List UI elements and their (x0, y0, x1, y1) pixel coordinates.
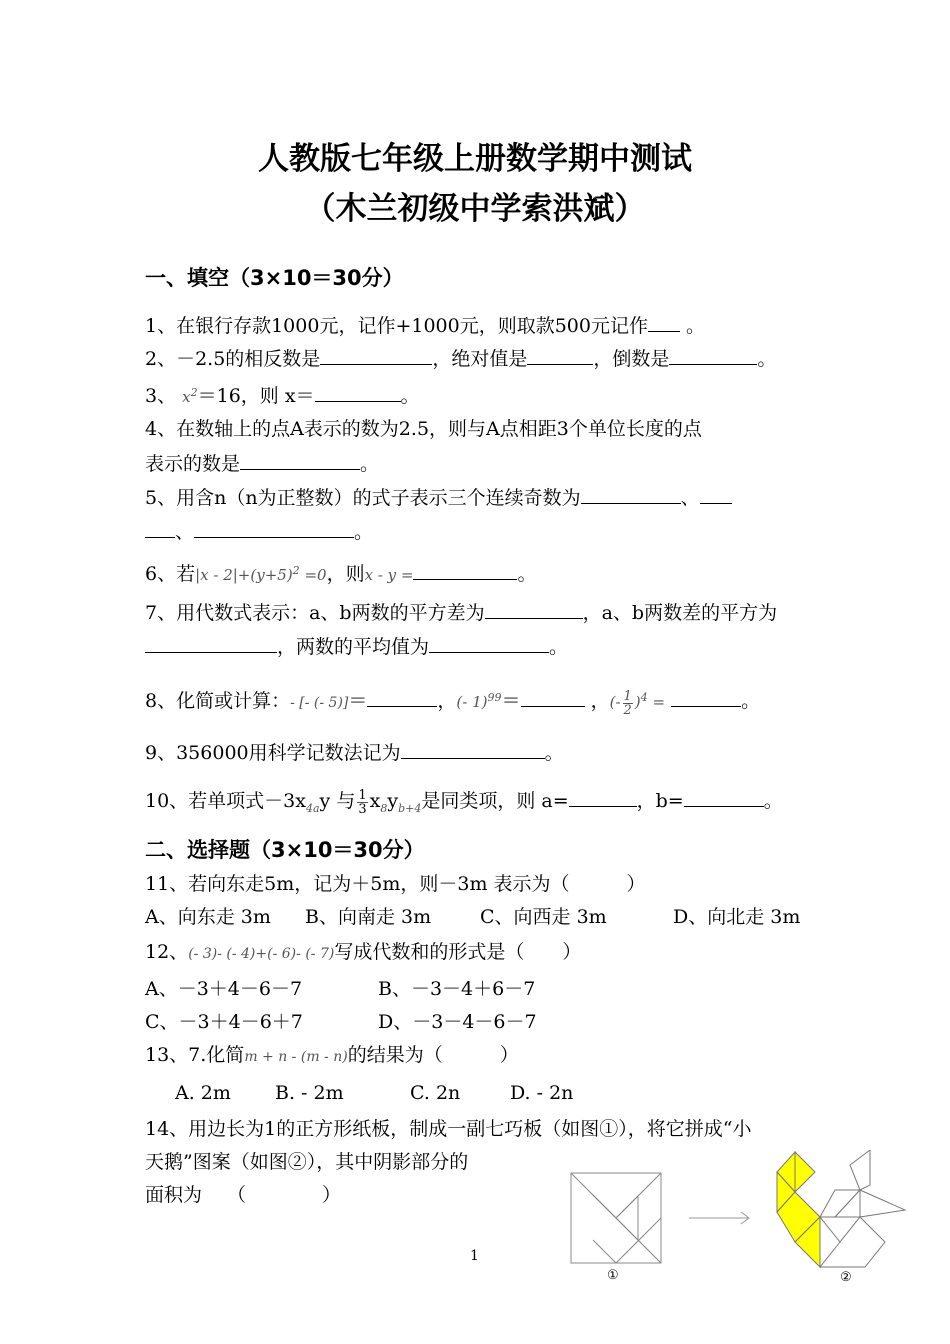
answer-blank (320, 346, 432, 365)
q2-part-c: ，倒数是 (593, 348, 670, 370)
question-4-line1: 4、在数轴上的点A表示的数为2.5，则与A点相距3个单位长度的点 (145, 418, 702, 440)
q2-part-a: 2、－2.5的相反数是 (145, 348, 321, 370)
q6-expression-2: x - y = (364, 566, 414, 584)
answer-blank (700, 485, 732, 504)
answer-blank (569, 788, 637, 807)
question-1-text: 1、在银行存款1000元，记作+1000元，则取款500元记作 (145, 315, 648, 337)
q11-option-c: C、向西走 3m (480, 906, 607, 928)
q11-option-b: B、向南走 3m (305, 906, 432, 928)
q11-option-d: D、向北走 3m (673, 906, 801, 928)
question-4-line2: 表示的数是 。 (145, 453, 380, 475)
answer-blank (581, 485, 681, 504)
question-5-line1: 5、用含n（n为正整数）的式子表示三个连续奇数为 、 (145, 485, 732, 510)
answer-blank (240, 451, 360, 470)
arrow-icon (687, 1208, 753, 1228)
answer-blank (429, 634, 549, 653)
page-subtitle: （木兰初级中学索洪斌） (304, 191, 646, 227)
q12-option-d: D、－3－4－6－7 (378, 1011, 537, 1033)
q8-expression-2: (- 1)$^{99}$ (456, 691, 502, 711)
section2-heading: 二、选择题（3×10＝30分） (145, 838, 425, 862)
question-3 (145, 381, 420, 409)
answer-blank (684, 788, 764, 807)
answer-blank (315, 383, 401, 402)
answer-blank (194, 519, 354, 538)
question-7-line1: 7、用代数式表示：a、b两数的平方差为 ，a、b两数差的平方为 (145, 602, 778, 624)
q12-option-b: B、－3－4＋6－7 (378, 978, 536, 1000)
q3-part-a: 3、 (145, 385, 177, 407)
q8-expression-1: - [- (- 5)] (290, 695, 349, 711)
answer-blank (527, 346, 593, 365)
answer-blank (521, 688, 585, 707)
question-10: 10、若单项式$-3x_{4a}y$ 与 $\frac{1}{3}$ $x_8y_{b+4}$是同类项，则 a= ，b= 。 (145, 787, 783, 817)
question-9: 9、356000用科学记数法记为 。 (145, 742, 564, 764)
q2-part-b: ，绝对值是 (432, 348, 528, 370)
section1-heading: 一、填空（3×10＝30分） (145, 266, 404, 290)
answer-blank (401, 740, 545, 759)
answer-blank (648, 313, 680, 332)
answer-blank (145, 634, 277, 653)
q13-expression: m + n - (m - n) (244, 1049, 348, 1065)
question-7-line2: ，两数的平均值为 。 (145, 634, 568, 659)
q13-option-b: B. - 2m (275, 1082, 344, 1104)
q12-option-c: C、－3＋4－6＋7 (145, 1011, 303, 1033)
q3-part-b: ＝16，则 x＝ (197, 385, 315, 407)
swan-figure (775, 1150, 910, 1272)
q2-end: 。 (757, 348, 777, 370)
tangram-square-figure (570, 1172, 662, 1264)
q3-expression: $x^2$ (182, 386, 198, 406)
question-1 (145, 313, 705, 338)
question-11: 11、若向东走5m，记为＋5m，则－3m 表示为（ ） (145, 873, 646, 895)
question-6: 6、若$|x - 2|+(y+5)^2 =0$，则x - y = 。 (145, 563, 537, 585)
q13-option-c: C. 2n (410, 1082, 461, 1104)
question-14-line1: 14、用边长为1的正方形纸板，制成一副七巧板（如图①），将它拼成“小 (145, 1118, 752, 1140)
question-13: 13、7.化简m + n - (m - n)的结果为（ ） (145, 1044, 519, 1066)
page-title: 人教版七年级上册数学期中测试 (258, 141, 692, 177)
q6-expression: $|x - 2|+(y+5)^2 =0$ (195, 564, 327, 584)
question-8: 8、化简或计算：- [- (- 5)]＝ ，(- 1)$^{99}$＝ ，(- $\frac{1}{2}$ )$^4$ = 。 (145, 688, 761, 718)
question-14-line3: 面积为 （ ） (145, 1184, 342, 1206)
figure-1-label: ① (607, 1268, 619, 1283)
q12-option-a: A、－3＋4－6－7 (145, 978, 303, 1000)
q12-expression: (- 3)- (- 4)+(- 6)- (- 7) (188, 946, 335, 962)
question-5-line2: 、 。 (145, 519, 373, 544)
question-2 (145, 346, 776, 371)
answer-blank (145, 519, 175, 538)
q1-end: 。 (686, 315, 706, 337)
question-12: 12、(- 3)- (- 4)+(- 6)- (- 7)写成代数和的形式是（ ） (145, 941, 582, 963)
figure-2-label: ② (840, 1270, 852, 1285)
page-number: 1 (470, 1248, 479, 1264)
q13-option-d: D. - 2n (510, 1082, 574, 1104)
q13-option-a: A. 2m (175, 1082, 231, 1104)
q3-end: 。 (400, 385, 420, 407)
answer-blank (413, 561, 517, 580)
q11-option-a: A、向东走 3m (145, 906, 271, 928)
question-14-line2: 天鹅”图案（如图②），其中阴影部分的 (145, 1151, 469, 1173)
answer-blank (367, 688, 437, 707)
answer-blank (485, 600, 583, 619)
answer-blank (671, 688, 741, 707)
q8-expression-3: (- $\frac{1}{2}$ )$^4$ = (609, 688, 666, 718)
answer-blank (669, 346, 757, 365)
